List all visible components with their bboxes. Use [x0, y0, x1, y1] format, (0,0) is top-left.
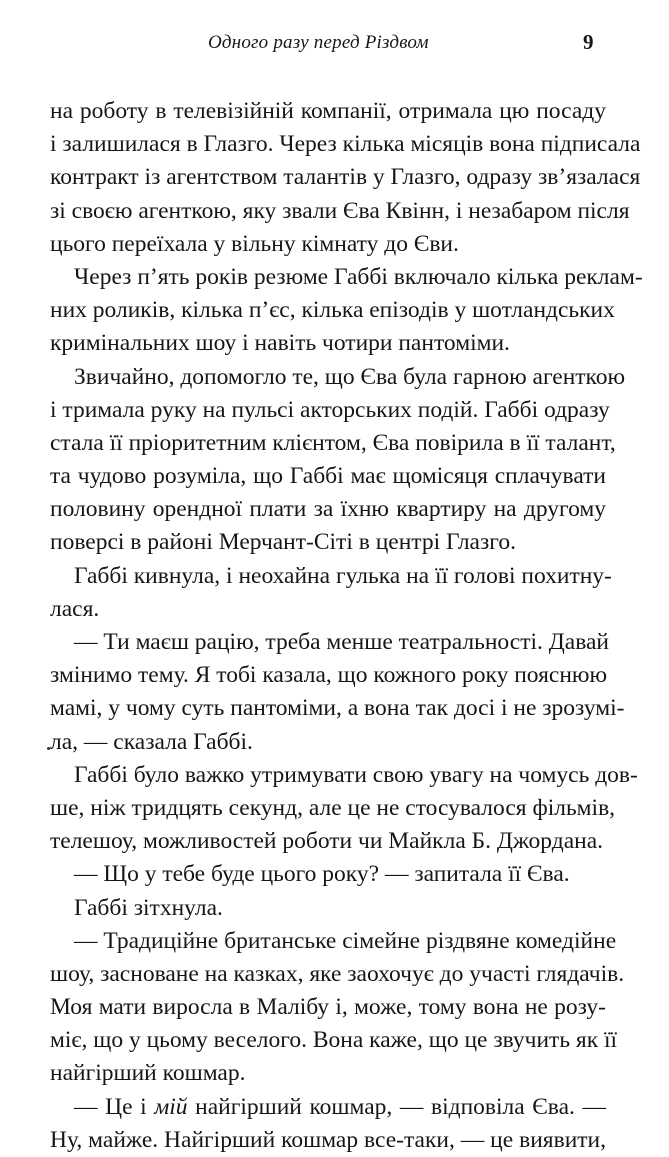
text-line: телешоу, можливостей роботи чи Майкла Б. Джордана. — [50, 828, 604, 855]
text-line — [50, 1091, 606, 1124]
text-line: на роботу в телевізійній компанії, отримала цю посаду — [50, 98, 606, 124]
text-line: і залишилася в Глазго. Через кілька місяців вона підписала — [50, 131, 641, 158]
text-fragment: — Це і — [74, 1093, 155, 1120]
text-line: зі своєю агенткою, яку звали Єва Квінн, і незабаром після — [50, 197, 630, 224]
text-line: них роликів, кілька п’єс, кілька епізодів у шотландських — [50, 297, 615, 324]
text-line: половину орендної плати за їхню квартиру на другому — [50, 496, 606, 523]
ink-speck — [47, 747, 50, 750]
text-line: Через п’ять років резюме Габбі включало кілька реклам- — [74, 263, 643, 290]
text-line: і тримала руку на пульсі акторських подій. Габбі одразу — [50, 396, 610, 423]
text-line: Звичайно, допомогло те, що Єва була гарною агенткою — [74, 363, 626, 390]
page-number: 9 — [583, 30, 594, 54]
text-line: лася. — [50, 595, 100, 622]
text-line: Габбі було важко утримувати свою увагу на чомусь дов- — [74, 761, 638, 788]
text-fragment: найгірший кошмар, — відповіла Єва. — — [187, 1093, 606, 1120]
text-line: Ну, майже. Найгірший кошмар все-таки, — це виявити, — [50, 1126, 606, 1153]
text-line: контракт із агентством талантів у Глазго, одразу зв’язалася — [50, 164, 641, 191]
text-line: Моя мати виросла в Малібу і, може, тому вона не розу- — [50, 994, 606, 1021]
running-title: Одного разу перед Різдвом — [208, 32, 429, 53]
text-line: та чудово розуміла, що Габбі має щомісяця сплачувати — [50, 463, 606, 490]
text-line: ла, — сказала Габбі. — [50, 728, 253, 755]
text-line: — Традиційне британське сімейне різдвяне комедійне — [74, 927, 617, 954]
text-line: Габбі зітхнула. — [74, 894, 223, 921]
text-line: Габбі кивнула, і неохайна гулька на її голові похитну- — [74, 562, 612, 589]
text-line: мамі, у чому суть пантоміми, а вона так досі і не зрозумі- — [50, 695, 625, 722]
italic-word: мій — [154, 1093, 188, 1120]
page-header — [0, 22, 669, 62]
text-line: — Ти маєш рацію, треба менше театральності. Давай — [74, 629, 610, 655]
text-line: поверсі в районі Мерчант-Сіті в центрі Глазго. — [50, 529, 516, 556]
text-line: змінимо тему. Я тобі казала, що кожного року пояснюю — [50, 662, 608, 689]
text-line: стала її пріоритетним клієнтом, Єва повірила в її талант, — [50, 429, 616, 456]
text-line: міє, що у цьому веселого. Вона каже, що це звучить як її — [50, 1027, 618, 1054]
text-line: шоу, засноване на казках, яке заохочує до участі глядачів. — [50, 960, 625, 987]
text-line: кримінальних шоу і навіть чотири пантоміми. — [50, 330, 510, 357]
text-line: найгірший кошмар. — [50, 1060, 246, 1087]
text-line: цього переїхала у вільну кімнату до Єви. — [50, 230, 459, 257]
text-line: ше, ніж тридцять секунд, але це не стосувалося фільмів, — [50, 794, 616, 821]
text-line: — Що у тебе буде цього року? — запитала її Єва. — [74, 861, 570, 888]
body-text — [50, 95, 643, 1157]
